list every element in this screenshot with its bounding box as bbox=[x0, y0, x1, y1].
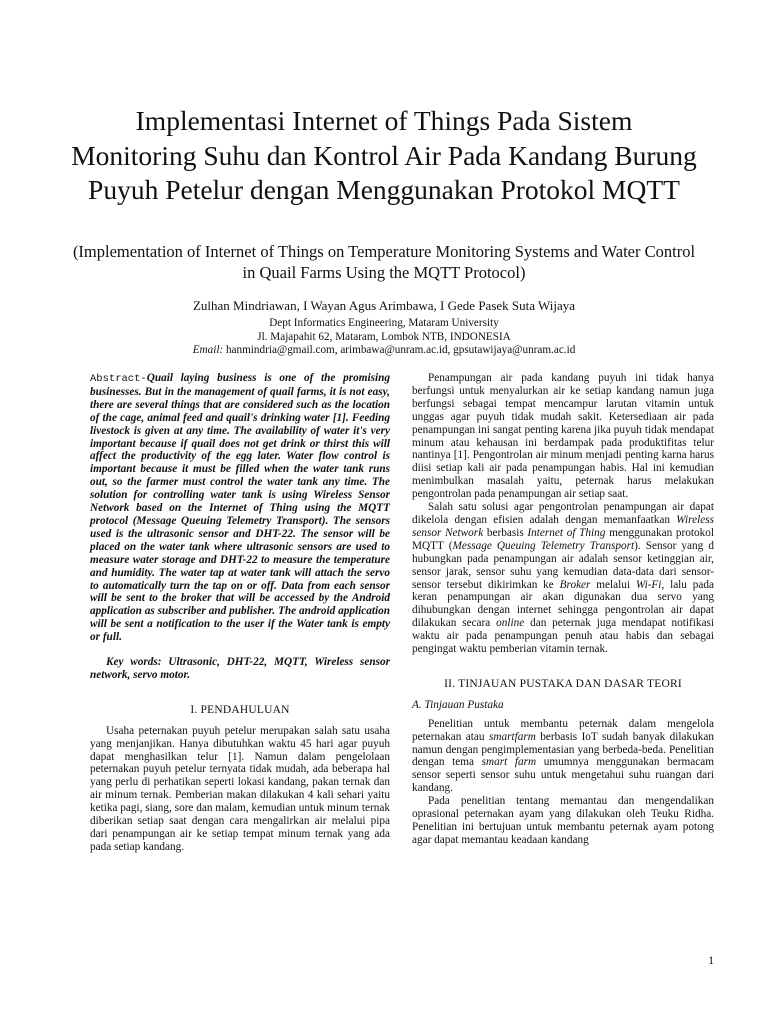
text-run: Wi-Fi bbox=[635, 578, 662, 591]
body-paragraph bbox=[412, 501, 714, 656]
text-run: Penelitian untuk membantu peternak dalam mengelola peternakan atau bbox=[412, 717, 714, 743]
body-paragraph: Usaha peternakan puyuh petelur merupakan salah satu usaha yang menjanjikan. Hanya dibutuhkan waktu 45 hari agar puyuh dapat menghasilkan telur [1]. Namun dalam pengelolaan peternakan puyuh petelur ternyata tidak mudah, ada beberapa hal yang perlu di perhatikan seperti lokasi kandang, pakan ternak dan air minum ternak. Pemberian makan dilakukan 4 kali sehari yaitu ketika pagi, siang, sore dan malam, kemudian untuk minum ternak diberikan setiap saat dengan cara mengalirkan air melalui pipa dari penampungan air ke setiap tempat minum ternak yang ada pada setiap kandang. bbox=[90, 724, 390, 853]
affiliation-address: Jl. Majapahit 62, Mataram, Lombok NTB, INDONESIA bbox=[257, 330, 511, 343]
section-heading-tinjauan: II. TINJAUAN PUSTAKA DAN DASAR TEORI bbox=[444, 677, 682, 690]
text-run: umumnya menggunakan bermacam sensor seperti sensor suhu untuk mengetahui suhu ruangan dari kandang. bbox=[412, 756, 715, 795]
abstract bbox=[90, 372, 390, 644]
affiliation-dept: Dept Informatics Engineering, Mataram University bbox=[269, 317, 499, 329]
author-list: Zulhan Mindriawan, I Wayan Agus Arimbawa, I Gede Pasek Suta Wijaya bbox=[192, 298, 576, 313]
keywords: Key words: Ultrasonic, DHT-22, MQTT, Wireless sensor network, servo motor. bbox=[90, 656, 390, 681]
text-run: melalui bbox=[590, 578, 636, 591]
paper-title: Implementasi Internet of Things Pada Sistem Monitoring Suhu dan Kontrol Air Pada Kandang Burung Puyuh Petelur dengan Menggunakan Protokol MQTT bbox=[71, 105, 697, 205]
abstract-label: Abstract- bbox=[90, 373, 147, 385]
email-addresses: hanmindria@gmail.com, arimbawa@unram.ac.id, gpsutawijaya@unram.ac.id bbox=[223, 344, 576, 356]
text-run: Message Queuing Telemetry Transport bbox=[452, 539, 635, 552]
text-run: menggunakan protokol MQTT ( bbox=[412, 526, 714, 552]
abstract-text: Quail laying business is one of the promising businesses. But in the management of quail farms, it is not easy, there are several things that are considered such as the location of the cage, animal feed and quail's drinking water [1]. Feeding livestock is given at any time. The availability of water it's very important because if quail does not get drink or thirst this will affect the productivity of the egg later. Water flow control is important because it must be filled when the water tank runs out, so the farmer must control the water tank any time. The solution for controlling water tank is using Wireless Sensor Network based on the Internet of Thing using the MQTT protocol (Message Queuing Telemetry Transport). The sensors used is the ultrasonic sensor and DHT-22. The sensor will be placed on the water tank where ultrasonic sensors are used to measure water storage and DHT-22 to measure the temperature and humidity. The water tap at water tank will attach the servo to automatically turn the tap on or off. Data from each sensor will be sent to the broker that will be accessed by the Android application as subscriber and publisher. The android application will be sent a notification to the user if the Water tank is empty or full. bbox=[90, 372, 390, 644]
page-number: 1 bbox=[708, 955, 714, 967]
text-run: Wireless sensor Network bbox=[412, 513, 714, 539]
text-run: smartfarm bbox=[488, 730, 536, 743]
text-run: Salah satu solusi agar pengontrolan penampungan air dapat dikelola dengan efisien adalah dengan memanfaatkan bbox=[412, 501, 714, 526]
text-run: online bbox=[496, 617, 525, 630]
text-run: berbasis IoT sudah banyak dilakukan namun dengan pengimplementasian yang berbeda-beda. Penelitian dengan tema bbox=[412, 730, 714, 769]
subsection-heading: A. Tinjauan Pustaka bbox=[412, 698, 504, 711]
body-paragraph: Penampungan air pada kandang puyuh ini tidak hanya berfungsi untuk menyalurkan air ke setiap kandang namun juga berfungsi sebagai tempat mencampur larutan vitamin untuk unggas agar puyuh tidak mudah sakit. Ketersediaan air pada penampungan ini sangat penting karena jika puyuh tidak mendapat minum atau kehausan ini berdampak pada produktifitas telur nantinya [1]. Pengontrolan air minum menjadi penting karna harus diisi setiap kali air pada penampungan habis. Hal ini kemudian menimbulkan masalah yaitu, peternak harus melakukan pengontrolan pada penampungan air setiap saat. bbox=[412, 372, 714, 501]
text-run: ). Sensor yang d hubungkan pada penampungan air adalah sensor ketinggian air, sensor jarak, sensor suhu yang kemudian data-data dari sensor-sensor tersebut dikirimkan ke bbox=[412, 539, 714, 591]
text-run: berbasis bbox=[483, 526, 528, 539]
text-run: dan peternak juga mendapat notifikasi waktu air pada penampungan penuh atau habis dan sebagai pengingat waktu pemberian vitamin ternak. bbox=[412, 617, 714, 656]
paper-subtitle: (Implementation of Internet of Things on Temperature Monitoring Systems and Water Control in Quail Farms Using the MQTT Protocol) bbox=[72, 242, 696, 282]
text-run: Internet of Thing bbox=[527, 526, 606, 539]
section-heading-pendahuluan: I. PENDAHULUAN bbox=[190, 703, 290, 716]
text-run: Broker bbox=[559, 578, 591, 591]
text-run: smart farm bbox=[481, 756, 537, 769]
email-label: Email: bbox=[192, 344, 224, 356]
body-paragraph bbox=[412, 718, 714, 795]
text-run: , lalu pada keran penampungan air akan digunakan dua servo yang dihubungkan dengan internet sehingga pengontrolan air dapat dilakukan secara bbox=[412, 578, 714, 630]
left-column bbox=[90, 372, 390, 854]
affiliation-emails bbox=[70, 344, 698, 358]
affiliation-block bbox=[70, 317, 698, 358]
right-column bbox=[412, 372, 714, 847]
body-paragraph: Pada penelitian tentang memantau dan mengendalikan oprasional peternakan ayam yang dilakukan oleh Teuku Ridha. Penelitian ini bertujuan untuk membantu peternak ayam potong agar dapat memantau keadaan kandang bbox=[412, 795, 714, 846]
